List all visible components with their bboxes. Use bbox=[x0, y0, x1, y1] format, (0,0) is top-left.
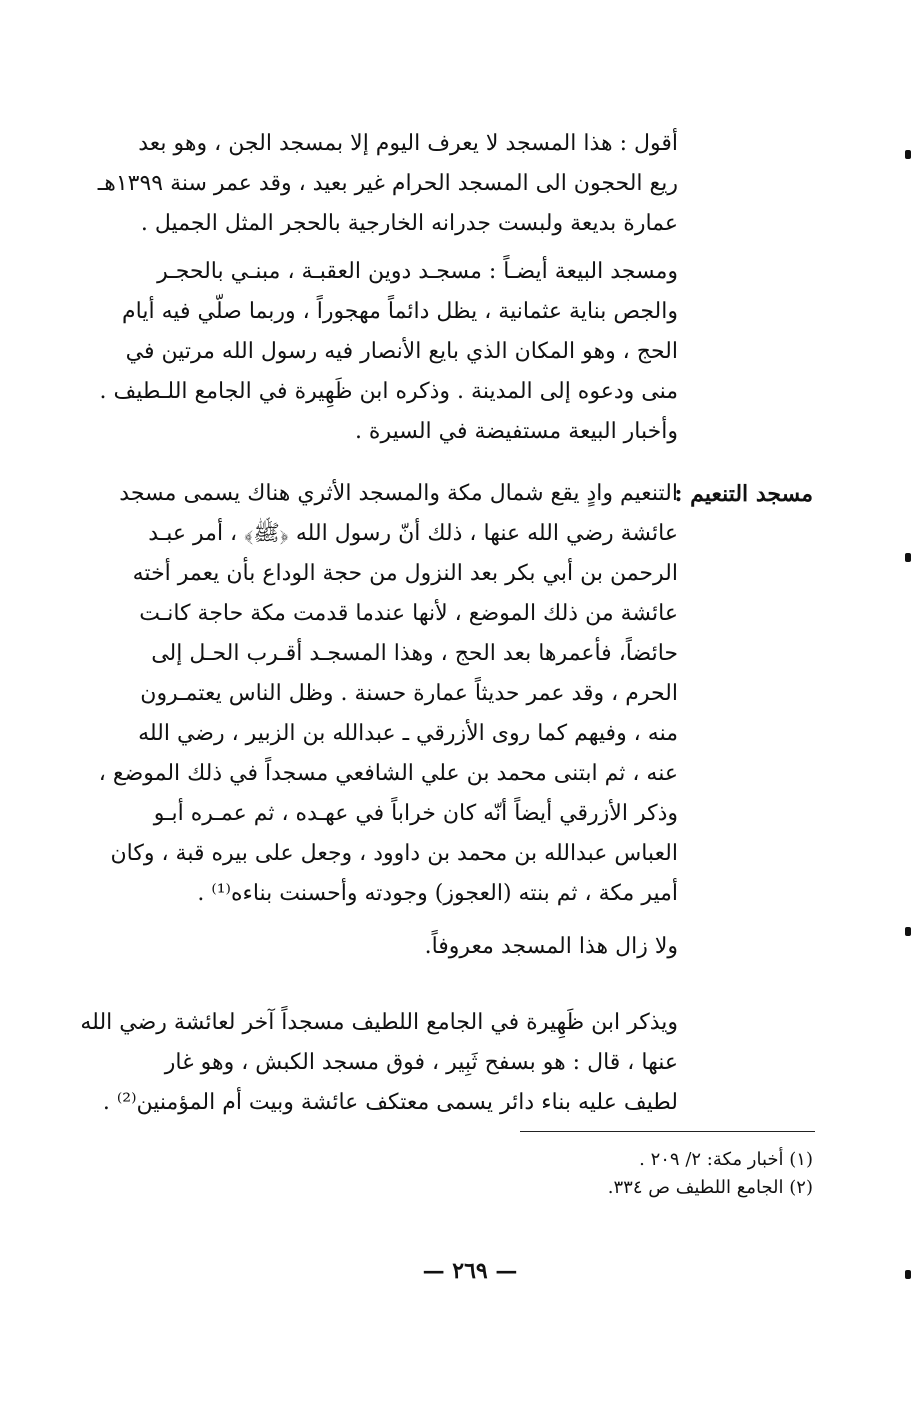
text-line: الرحمن بن أبي بكر بعد النزول من حجة الوداع بأن يعمر أخته bbox=[132, 561, 678, 586]
text-line: منى ودعوه إلى المدينة . وذكره ابن ظَهِيرة في الجامع اللـطيف . bbox=[99, 379, 678, 404]
text-line: عمارة بديعة ولبست جدرانه الخارجية بالحجر المثل الجميل . bbox=[140, 211, 678, 236]
tanim-mosque-heading: مسجد التنعيم : bbox=[674, 481, 813, 507]
scan-edge-mark bbox=[905, 553, 911, 562]
footnotes bbox=[313, 1146, 813, 1202]
text-line: عنها ، قال : هو بسفح ثَبِير ، فوق مسجد الكبش ، وهو غار bbox=[164, 1050, 678, 1075]
text-line: عائشة رضي الله عنها ، ذلك أنّ رسول الله ﴿ﷺ﴾ ، أمر عبـد bbox=[148, 521, 678, 546]
scan-edge-mark bbox=[905, 927, 911, 936]
footnote: (٢) الجامع اللطيف ص ٣٣٤. bbox=[607, 1177, 813, 1198]
text-line: الحج ، وهو المكان الذي بايع الأنصار فيه رسول الله مرتين في bbox=[125, 339, 678, 364]
paragraph-still-known bbox=[118, 927, 678, 967]
page-number: — ٢٦٩ — bbox=[422, 1258, 518, 1284]
paragraph-bayah-mosque bbox=[78, 252, 678, 452]
text-line: التنعيم وادٍ يقع شمال مكة والمسجد الأثري هناك يسمى مسجد bbox=[119, 481, 678, 506]
paragraph-tanim-mosque bbox=[98, 474, 678, 914]
text-line: ويذكر ابن ظَهِيرة في الجامع اللطيف مسجداً آخر لعائشة رضي الله bbox=[80, 1010, 678, 1035]
text-line: أمير مكة ، ثم بنته (العجوز) وجودته وأحسنت بناءه⁽¹⁾ . bbox=[197, 881, 678, 906]
footnote-divider bbox=[520, 1131, 815, 1132]
scan-edge-mark bbox=[905, 1270, 911, 1279]
text-line: حائضاً، فأعمرها بعد الحج ، وهذا المسجـد أقـرب الحـل إلى bbox=[151, 641, 678, 666]
text-line: الحرم ، وقد عمر حديثاً عمارة حسنة . وظل الناس يعتمـرون bbox=[140, 681, 678, 706]
text-line: والجص بناية عثمانية ، يظل دائماً مهجوراً ، وربما صلّي فيه أيام bbox=[122, 299, 678, 324]
text-line: وذكر الأزرقي أيضاً أنّه كان خراباً في عهـده ، ثم عمـره أبـو bbox=[153, 801, 678, 826]
paragraph-ibn-zahira bbox=[78, 1003, 678, 1123]
text-line: منه ، وفيهم كما روى الأزرقي ـ عبدالله بن الزبير ، رضي الله bbox=[138, 721, 678, 746]
text-line: العباس عبدالله بن محمد بن داوود ، وجعل على بيره قبة ، وكان bbox=[110, 841, 678, 866]
text-line: لطيف عليه بناء دائر يسمى معتكف عائشة وبيت أم المؤمنين⁽²⁾ . bbox=[102, 1090, 678, 1115]
text-line: عائشة من ذلك الموضع ، لأنها عندما قدمت مكة حاجة كانـت bbox=[139, 601, 678, 626]
paragraph-jinn-mosque bbox=[97, 124, 678, 244]
text-line: ريع الحجون الى المسجد الحرام غير بعيد ، وقد عمر سنة ١٣٩٩هـ bbox=[97, 171, 678, 196]
text-line: ولا زال هذا المسجد معروفاً. bbox=[424, 934, 678, 959]
text-line: وأخبار البيعة مستفيضة في السيرة . bbox=[354, 419, 678, 444]
text-line: ومسجد البيعة أيضـاً : مسجـد دوين العقبـة ، مبنـي بالحجـر bbox=[157, 259, 678, 284]
text-line: أقول : هذا المسجد لا يعرف اليوم إلا بمسجد الجن ، وهو بعد bbox=[138, 131, 678, 156]
footnote: (١) أخبار مكة: ٢/ ٢٠٩ . bbox=[639, 1149, 813, 1170]
text-line: عنه ، ثم ابتنى محمد بن علي الشافعي مسجداً في ذلك الموضع ، bbox=[98, 761, 678, 786]
scan-edge-mark bbox=[905, 150, 911, 159]
